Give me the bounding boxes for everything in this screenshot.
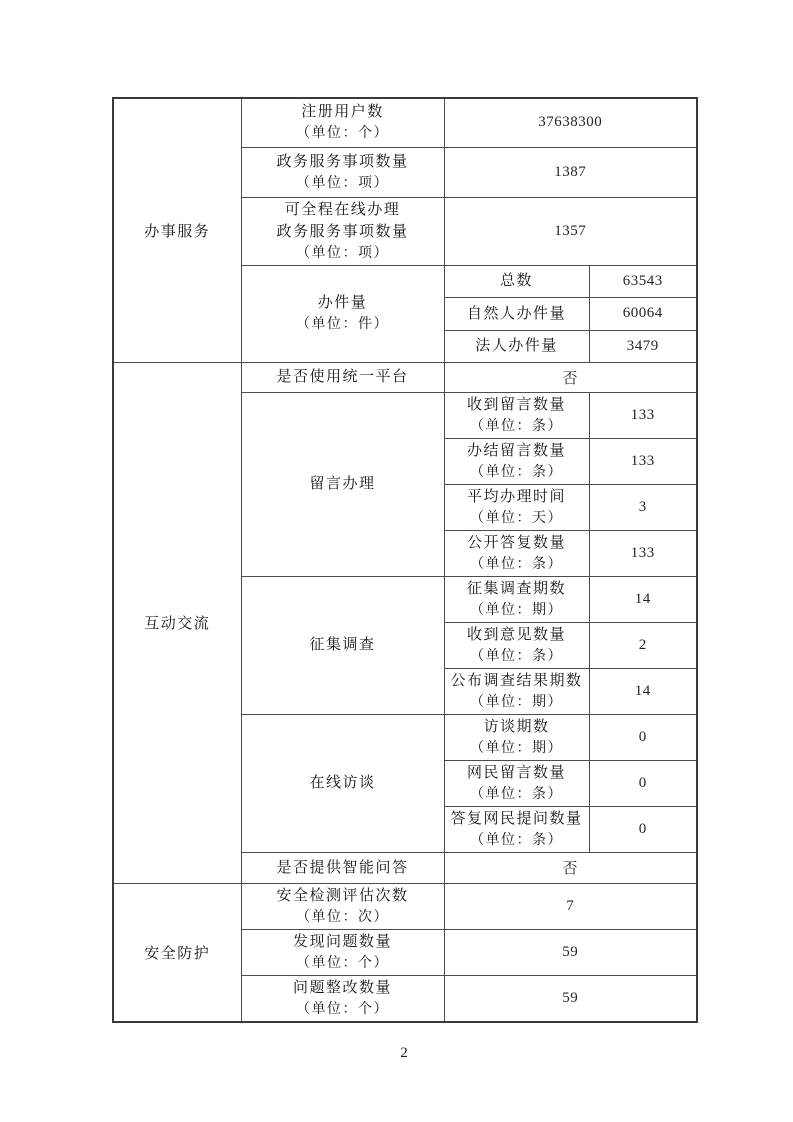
sub-metric-value: 14 bbox=[589, 668, 697, 714]
metric-label: 是否提供智能问答 bbox=[241, 852, 444, 883]
sub-metric-cell bbox=[444, 530, 589, 576]
sub-metric-label: 自然人办件量 bbox=[444, 297, 589, 330]
sub-metric-value: 14 bbox=[589, 576, 697, 622]
metric-label-line1: 可全程在线办理 bbox=[284, 201, 401, 218]
sub-metric-label: 办结留言数量 bbox=[466, 442, 566, 459]
group-cell-interviews: 在线访谈 bbox=[241, 714, 444, 852]
sub-metric-unit: （单位：条） bbox=[470, 418, 563, 434]
category-cell-security bbox=[113, 883, 241, 1022]
group-unit: （单位：件） bbox=[296, 317, 389, 332]
metric-cell bbox=[241, 147, 444, 197]
category-cell-service bbox=[113, 98, 241, 362]
sub-metric-cell bbox=[444, 438, 589, 484]
metric-cell bbox=[241, 197, 444, 265]
sub-metric-cell bbox=[444, 760, 589, 806]
metric-value: 59 bbox=[444, 929, 697, 975]
sub-metric-value: 60064 bbox=[589, 297, 697, 330]
metric-unit: （单位：个） bbox=[296, 955, 389, 971]
sub-metric-value: 133 bbox=[589, 392, 697, 438]
metric-label: 安全检测评估次数 bbox=[276, 887, 409, 904]
metric-cell bbox=[241, 883, 444, 929]
metric-unit: （单位：次） bbox=[296, 909, 389, 925]
category-label: 办事服务 bbox=[144, 223, 211, 240]
sub-metric-unit: （单位：条） bbox=[470, 786, 563, 802]
group-cell-messages: 留言办理 bbox=[241, 392, 444, 576]
sub-metric-value: 63543 bbox=[589, 265, 697, 297]
category-label: 安全防护 bbox=[144, 945, 211, 962]
sub-metric-value: 0 bbox=[589, 806, 697, 852]
sub-metric-value: 133 bbox=[589, 530, 697, 576]
report-table bbox=[112, 97, 698, 1023]
metric-cell bbox=[241, 929, 444, 975]
sub-metric-value: 2 bbox=[589, 622, 697, 668]
sub-metric-cell bbox=[444, 576, 589, 622]
sub-metric-cell bbox=[444, 668, 589, 714]
sub-metric-label: 答复网民提问数量 bbox=[450, 810, 583, 827]
metric-value: 1387 bbox=[444, 147, 697, 197]
metric-value: 37638300 bbox=[444, 98, 697, 147]
sub-metric-unit: （单位：条） bbox=[470, 556, 563, 572]
metric-cell bbox=[241, 975, 444, 1022]
metric-value: 否 bbox=[444, 852, 697, 883]
sub-metric-cell bbox=[444, 622, 589, 668]
sub-metric-label: 访谈期数 bbox=[483, 718, 550, 735]
category-cell-interaction bbox=[113, 362, 241, 883]
metric-label: 注册用户数 bbox=[301, 104, 384, 121]
metric-unit: （单位：项） bbox=[296, 245, 389, 261]
metric-value: 否 bbox=[444, 362, 697, 392]
sub-metric-label: 收到意见数量 bbox=[466, 626, 566, 643]
sub-metric-value: 0 bbox=[589, 714, 697, 760]
category-label: 互动交流 bbox=[144, 616, 211, 632]
sub-metric-cell bbox=[444, 484, 589, 530]
metric-label: 是否使用统一平台 bbox=[241, 362, 444, 392]
group-cell-caseload bbox=[241, 265, 444, 362]
sub-metric-cell bbox=[444, 714, 589, 760]
sub-metric-cell bbox=[444, 392, 589, 438]
sub-metric-label: 公开答复数量 bbox=[466, 534, 566, 551]
metric-value: 7 bbox=[444, 883, 697, 929]
metric-value: 59 bbox=[444, 975, 697, 1022]
metric-label-line2: 政务服务事项数量 bbox=[276, 223, 409, 240]
sub-metric-value: 3479 bbox=[589, 330, 697, 362]
sub-metric-unit: （单位：期） bbox=[470, 694, 563, 710]
metric-unit: （单位：个） bbox=[296, 126, 389, 142]
sub-metric-label: 收到留言数量 bbox=[466, 396, 566, 413]
sub-metric-value: 3 bbox=[589, 484, 697, 530]
metric-unit: （单位：个） bbox=[296, 1001, 389, 1017]
sub-metric-value: 0 bbox=[589, 760, 697, 806]
metric-unit: （单位：项） bbox=[296, 175, 389, 191]
sub-metric-unit: （单位：期） bbox=[470, 740, 563, 756]
metric-label: 问题整改数量 bbox=[292, 979, 392, 996]
sub-metric-value: 133 bbox=[589, 438, 697, 484]
sub-metric-unit: （单位：条） bbox=[470, 832, 563, 848]
metric-value: 1357 bbox=[444, 197, 697, 265]
sub-metric-label: 总数 bbox=[444, 265, 589, 297]
sub-metric-unit: （单位：条） bbox=[470, 464, 563, 480]
group-cell-surveys: 征集调查 bbox=[241, 576, 444, 714]
sub-metric-label: 公布调查结果期数 bbox=[450, 672, 583, 689]
metric-label: 发现问题数量 bbox=[292, 933, 392, 950]
metric-cell bbox=[241, 98, 444, 147]
sub-metric-label: 平均办理时间 bbox=[466, 488, 566, 505]
sub-metric-unit: （单位：期） bbox=[470, 602, 563, 618]
sub-metric-unit: （单位：条） bbox=[470, 648, 563, 664]
metric-label: 政务服务事项数量 bbox=[276, 153, 409, 170]
sub-metric-label: 征集调查期数 bbox=[466, 580, 566, 597]
sub-metric-label: 网民留言数量 bbox=[466, 764, 566, 781]
page-number: 2 bbox=[400, 1045, 408, 1061]
sub-metric-cell bbox=[444, 806, 589, 852]
sub-metric-label: 法人办件量 bbox=[444, 330, 589, 362]
group-label: 办件量 bbox=[317, 295, 368, 311]
sub-metric-unit: （单位：天） bbox=[470, 510, 563, 526]
